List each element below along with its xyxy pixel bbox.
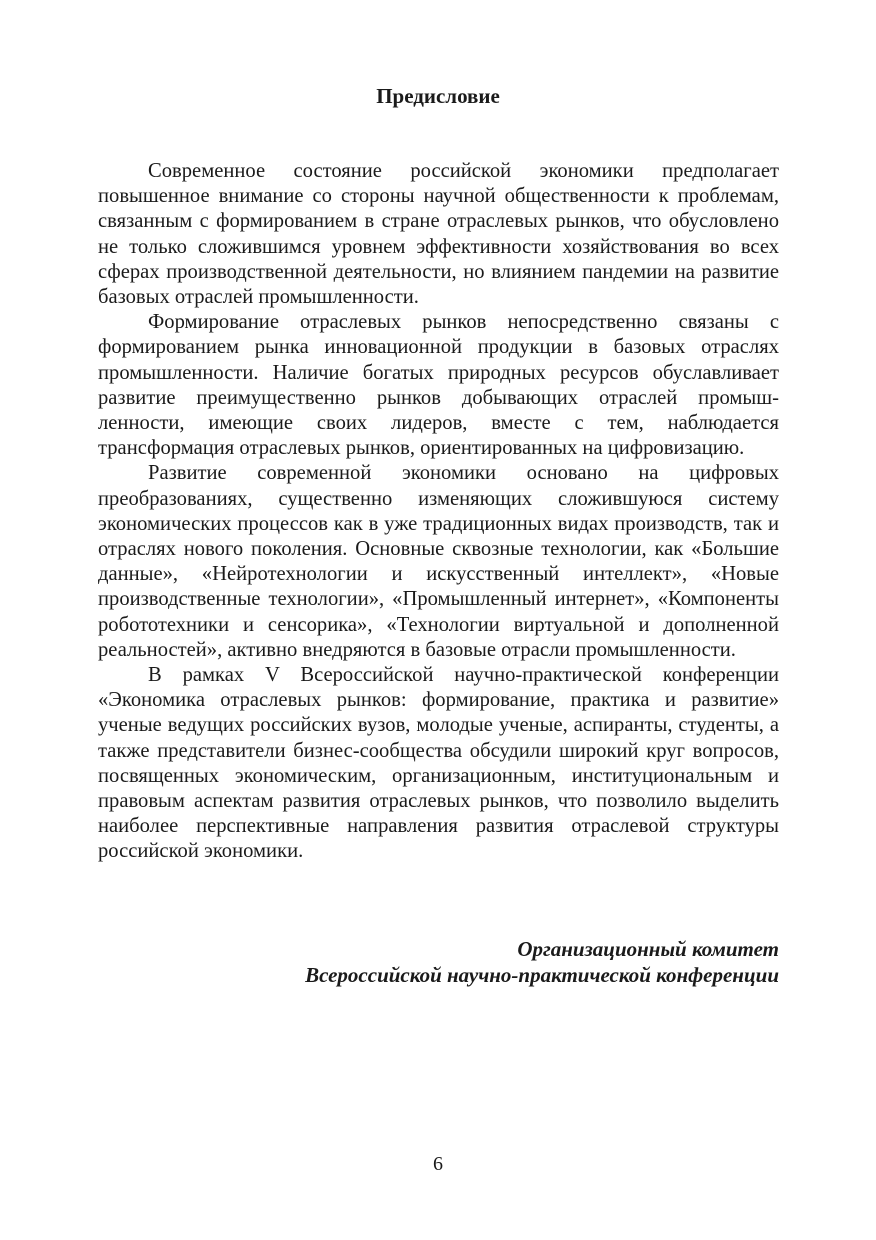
paragraph-3: Развитие современной экономики основано на цифровых преобразованиях, существенно изменяющих сложившуюся систему экономических процессов как в уже традиционных видах производств, так и отраслях нового поколения. Основные сквозные технологии, как «Большие данные», «Нейротехнологии и искусственный интеллект», «Новые производственные технологии», «Промышленный интернет», «Компоненты робототехники и сенсорика», «Технологии виртуальной и дополненной реальностей», активно внедряются в базовые отрасли промышленности.: [98, 462, 779, 661]
paragraph-2: Формирование отраслевых рынков непосредственно связаны с формированием рынка инновационной продукции в базовых отраслях промышленности. Наличие богатых природных ресурсов обуславливает развитие преимущественно рынков добывающих отраслей промышленности, имеющие своих лидеров, вместе с тем, наблюдается трансформация отраслевых рынков, ориентированных на цифровизацию.: [98, 311, 779, 460]
signature-line-1: Организационный комитет: [517, 937, 779, 961]
signature-block: [305, 936, 779, 988]
signature-line-2: Всероссийской научно-практической конференции: [305, 963, 779, 987]
paragraph-4: В рамках V Всероссийской научно-практической конференции «Экономика отраслевых рынков: формирование, практика и развитие» ученые ведущих российских вузов, молодые ученые, аспиранты, студенты, а также представители бизнес-сообщества обсудили широкий круг вопросов, посвященных экономическим, организационным, институциональным и правовым аспектам развития отраслевых рынков, что позволило выделить наиболее перспективные направления развития отраслевой структуры российской экономики.: [98, 664, 779, 863]
paragraph-1: Современное состояние российской экономики предполагает повышенное внимание со стороны научной общественности к проблемам, связанным с формированием в стране отраслевых рынков, что обусловлено не только сложившимся уровнем эффективности хозяйствования во всех сферах производственной деятельности, но влиянием пандемии на развитие базовых отраслей промышленности.: [98, 160, 779, 309]
body-text: [98, 159, 779, 865]
page-number: 6: [433, 1153, 443, 1175]
page-title: Предисловие: [376, 84, 500, 108]
